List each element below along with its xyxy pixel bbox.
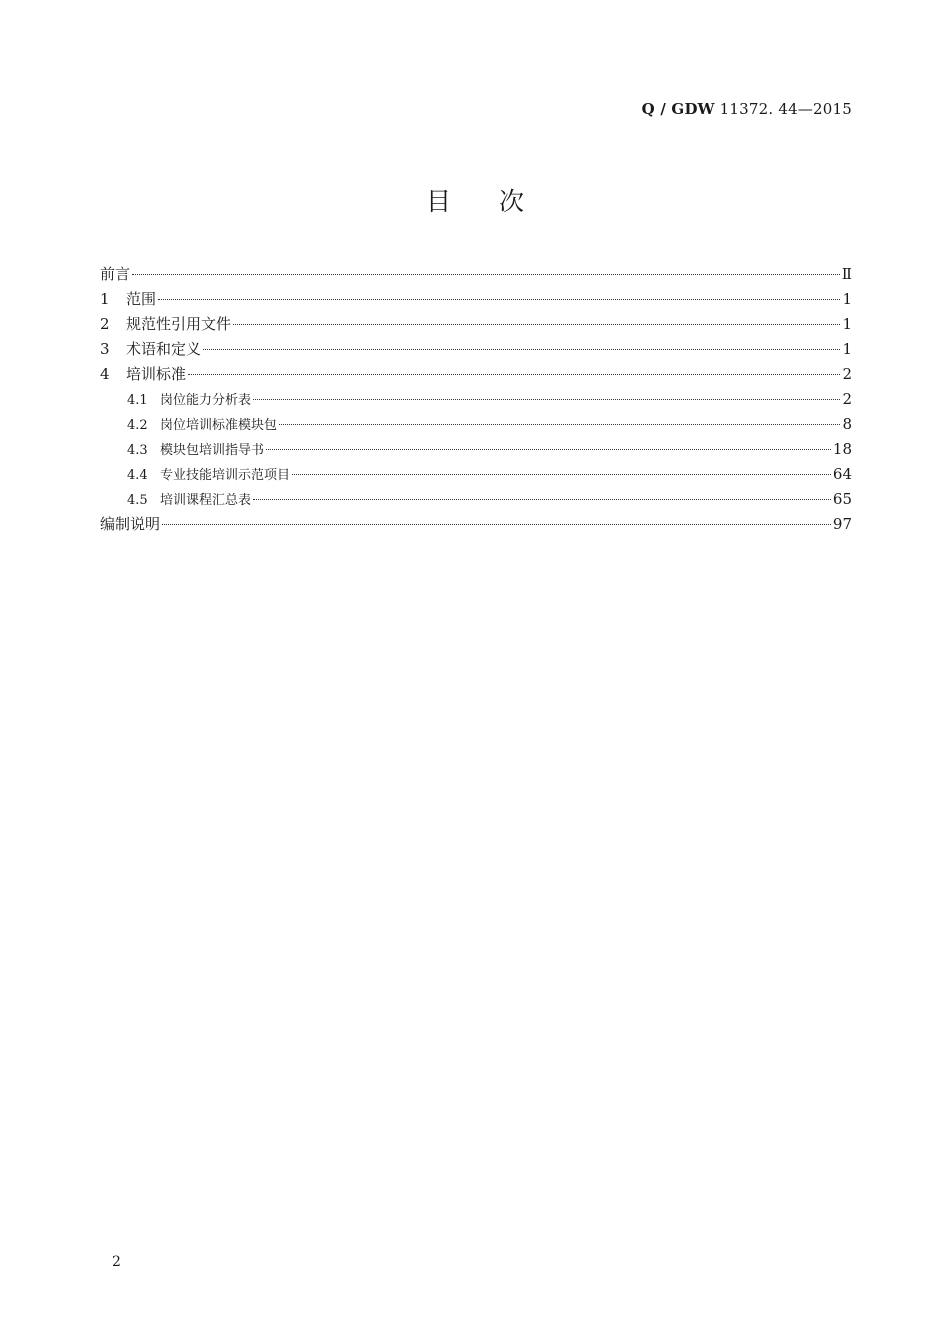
toc-page: 64 [832,465,852,483]
toc-label: 专业技能培训示范项目 [160,468,291,483]
toc-entry-4-4[interactable] [100,462,852,487]
toc-number: 4.4 [127,468,148,483]
toc-leader [158,299,840,300]
toc-leader [233,324,840,325]
toc-leader [266,449,831,450]
table-of-contents [100,262,852,537]
toc-label: 培训课程汇总表 [160,493,252,508]
toc-label: 术语和定义 [126,340,202,358]
toc-entry-4-5[interactable] [100,487,852,512]
toc-number: 4.2 [127,418,148,433]
toc-entry-scope[interactable] [100,287,852,312]
toc-page: 65 [832,490,852,508]
toc-page: 18 [832,440,852,458]
toc-label: 前言 [100,265,131,283]
toc-page: 1 [842,340,852,358]
standard-number: 11372. 44—2015 [714,100,852,118]
toc-entry-normative-references[interactable] [100,312,852,337]
toc-page: Ⅱ [841,265,852,283]
toc-label: 编制说明 [100,515,161,533]
toc-leader [292,474,831,475]
toc-entry-4-2[interactable] [100,412,852,437]
toc-page: 8 [842,415,852,433]
toc-entry-4-1[interactable] [100,387,852,412]
toc-number: 4.1 [127,393,148,408]
toc-page: 2 [842,365,852,383]
toc-entry-foreword[interactable] [100,262,852,287]
page-number: 2 [112,1254,121,1270]
toc-leader [203,349,840,350]
title-char-1: 目 [425,187,451,216]
toc-label: 规范性引用文件 [126,315,232,333]
toc-entry-4-3[interactable] [100,437,852,462]
toc-number: 2 [100,315,110,333]
toc-leader [188,374,840,375]
toc-number: 4 [100,365,110,383]
toc-entry-compilation-notes[interactable] [100,512,852,537]
standard-prefix: Q / GDW [641,100,715,118]
toc-number: 4.5 [127,493,148,508]
toc-page: 2 [842,390,852,408]
toc-page: 1 [842,315,852,333]
toc-number: 4.3 [127,443,148,458]
toc-label: 岗位能力分析表 [160,393,252,408]
toc-page: 1 [842,290,852,308]
title-char-2: 次 [499,187,525,216]
toc-label: 范围 [126,290,157,308]
toc-leader [253,399,840,400]
toc-page: 97 [832,515,852,533]
standard-code [642,100,852,118]
toc-number: 3 [100,340,110,358]
toc-entry-terms-definitions[interactable] [100,337,852,362]
toc-leader [279,424,840,425]
toc-label: 模块包培训指导书 [160,443,265,458]
toc-number: 1 [100,290,110,308]
toc-leader [253,499,831,500]
toc-label: 岗位培训标准模块包 [160,418,278,433]
toc-leader [132,274,840,275]
toc-entry-training-standard[interactable] [100,362,852,387]
page-title [0,182,950,218]
toc-leader [162,524,831,525]
toc-label: 培训标准 [126,365,187,383]
